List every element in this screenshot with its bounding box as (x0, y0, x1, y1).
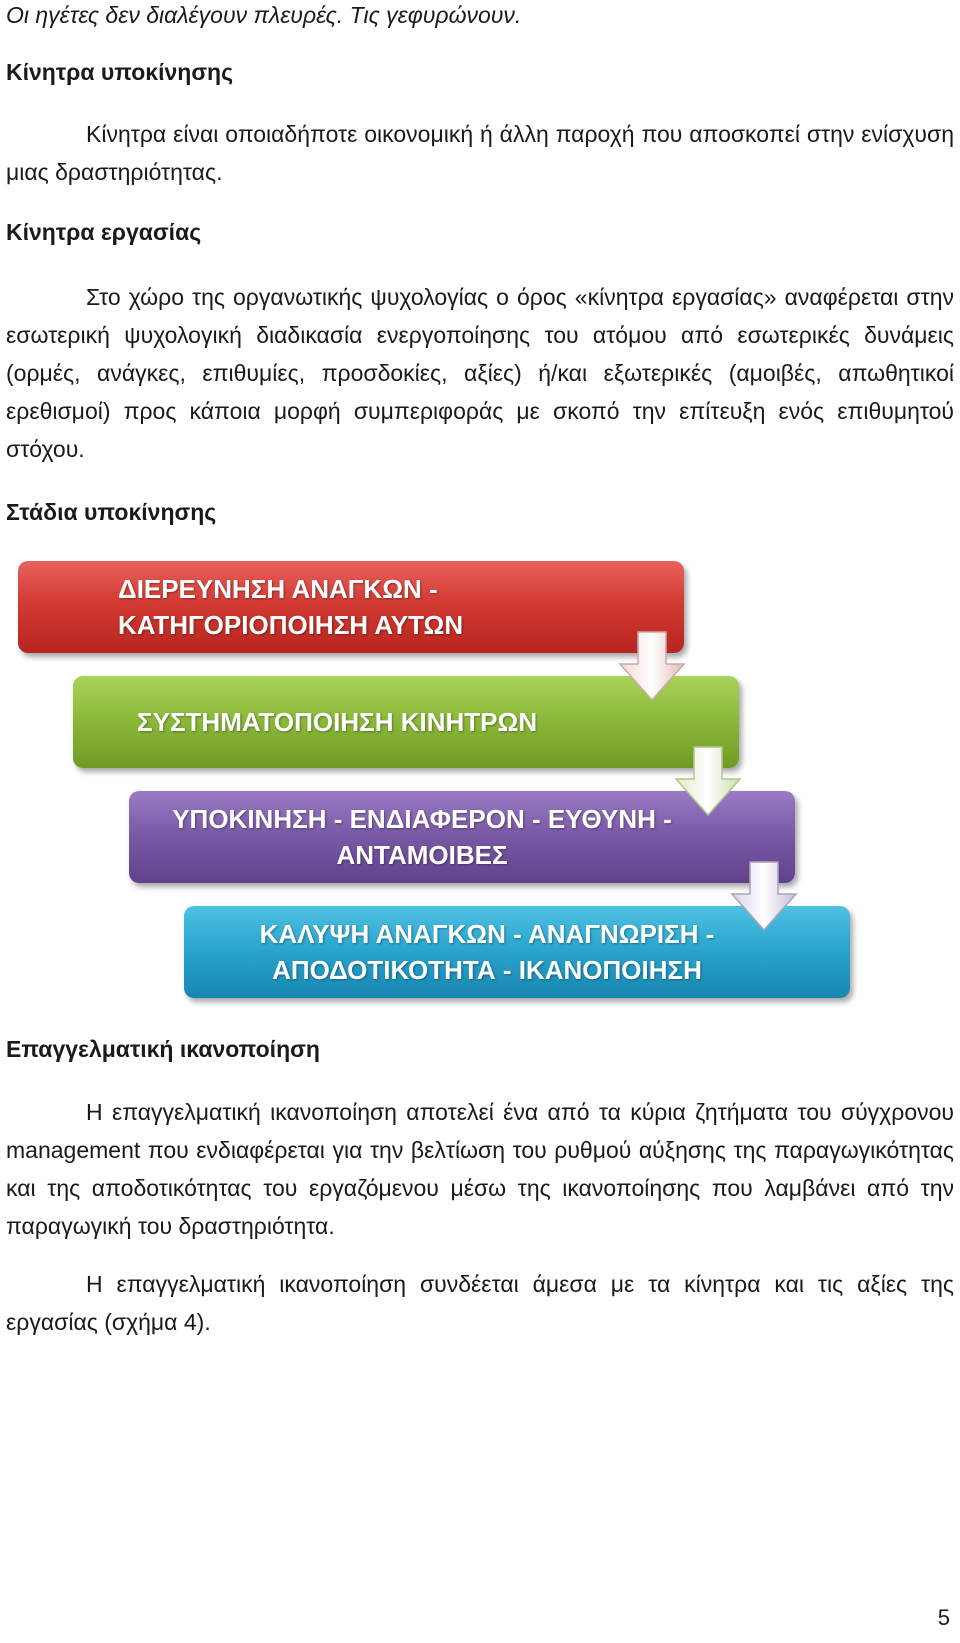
stage-4-line-1: ΚΑΛΥΨΗ ΑΝΑΓΚΩΝ - ΑΝΑΓΝΩΡΙΣΗ - (259, 919, 715, 949)
down-arrow-icon (728, 860, 800, 932)
page-number: 5 (937, 1605, 950, 1630)
heading-incentives: Κίνητρα υποκίνησης (6, 59, 234, 85)
quote: Οι ηγέτες δεν διαλέγουν πλευρές. Τις γεφυρώνουν. (6, 2, 522, 28)
stage-1-line-1: ΔΙΕΡΕΥΝΗΣΗ ΑΝΑΓΚΩΝ - (118, 574, 438, 604)
heading-work-incentives: Κίνητρα εργασίας (6, 219, 202, 245)
heading-stages: Στάδια υποκίνησης (6, 499, 217, 525)
stage-2-line-1: ΣΥΣΤΗΜΑΤΟΠΟΙΗΣΗ ΚΙΝΗΤΡΩΝ (137, 707, 538, 737)
down-arrow-icon (672, 745, 744, 817)
stage-3-line-1: ΥΠΟΚΙΝΗΣΗ - ΕΝΔΙΑΦΕΡΟΝ - ΕΥΘΥΝΗ - (172, 804, 672, 834)
paragraph-job-satisfaction-2: Η επαγγελματική ικανοποίηση συνδέεται άμεσα με τα κίνητρα και τις αξίες της εργασίας (σχήμα 4). (6, 1271, 954, 1335)
stage-box-1 (18, 561, 684, 653)
paragraph-work-incentives: Στο χώρο της οργανωτικής ψυχολογίας ο όρος «κίνητρα εργασίας» αναφέρεται στην εσωτερική ψυχολογική διαδικασία ενεργοποίησης του ατόμου από εσωτερικές δυνάμεις (ορμές, ανάγκες, επιθυμίες, προσδοκίες, αξίες) ή/και εξωτερικές (αμοιβές, απωθητικοί ερεθισμοί) προς κάποια μορφή συμπεριφοράς με σκοπό την επίτευξη ενός επιθυμητού στόχου. (6, 284, 954, 462)
down-arrow-icon (616, 630, 688, 702)
stage-1-line-2: ΚΑΤΗΓΟΡΙΟΠΟΙΗΣΗ ΑΥΤΩΝ (118, 610, 464, 640)
paragraph-incentives: Κίνητρα είναι οποιαδήποτε οικονομική ή άλλη παροχή που αποσκοπεί στην ενίσχυση μιας δραστηριότητας. (6, 121, 954, 185)
stage-3-line-2: ΑΝΤΑΜΟΙΒΕΣ (336, 840, 508, 870)
heading-job-satisfaction: Επαγγελματική ικανοποίηση (6, 1036, 320, 1062)
paragraph-job-satisfaction-1: Η επαγγελματική ικανοποίηση αποτελεί ένα από τα κύρια ζητήματα του σύγχρονου management που ενδιαφέρεται για την βελτίωση του ρυθμού αύξησης της παραγωγικότητας και της αποδοτικότητας του εργαζόμενου μέσω της ικανοποίησης που λαμβάνει από την παραγωγική του δραστηριότητα. (6, 1099, 954, 1239)
stage-4-line-2: ΑΠΟΔΟΤΙΚΟΤΗΤΑ - ΙΚΑΝΟΠΟΙΗΣΗ (272, 955, 702, 985)
